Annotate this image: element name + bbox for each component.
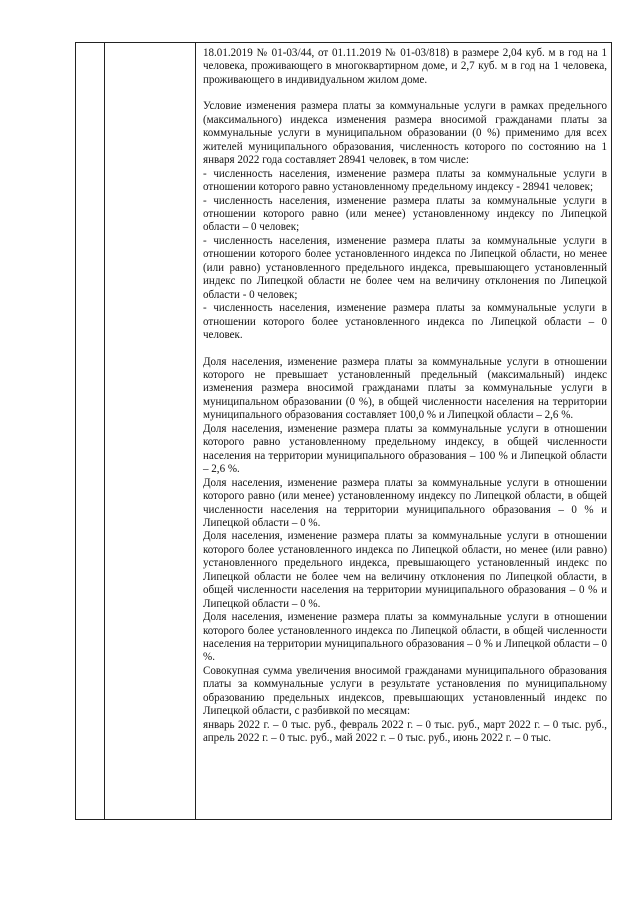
paragraph: Условие изменения размера платы за коммунальные услуги в рамках предельного (максимального) индекса изменения размера вносимой гражданами платы за коммунальные услуги в муниципальном образовании (0 %) применимо для всех жителей муниципального образования, численность которого по состоянию на 1 января 2022 года составляет 28941 человек, в том числе: <box>203 100 607 167</box>
content-text <box>196 43 611 746</box>
paragraph: Совокупная сумма увеличения вносимой гражданами муниципального образования платы за коммунальные услуги в результате установления по муниципальному образованию предельных индексов, превышающих установленный индекс по Липецкой области, с разбивкой по месяцам: <box>203 664 607 718</box>
document-table <box>75 42 612 820</box>
table-cell-content <box>196 43 612 820</box>
table-row <box>76 43 612 820</box>
paragraph: 18.01.2019 № 01-03/44, от 01.11.2019 № 01-03/818) в размере 2,04 куб. м в год на 1 человека, проживающего в многоквартирном доме, и 2,7 куб. м в год на 1 человека, проживающего в индивидуальном жилом доме. <box>203 47 607 86</box>
paragraph: - численность населения, изменение размера платы за коммунальные услуги в отношении которого равно (или менее) установленному индексу по Липецкой области – 0 человек; <box>203 194 607 234</box>
paragraph: - численность населения, изменение размера платы за коммунальные услуги в отношении которого более установленного индекса по Липецкой области, но менее (или равно) установленного предельного индекса, превышающего установленный индекс по Липецкой области не более чем на величину отклонения по Липецкой области - 0 человек; <box>203 234 607 301</box>
paragraph-gap <box>203 87 607 100</box>
table-cell-label <box>105 43 196 820</box>
paragraph-gap <box>203 343 607 356</box>
paragraph: Доля населения, изменение размера платы за коммунальные услуги в отношении которого более установленного индекса по Липецкой области, но менее (или равно) установленного предельного индекса, превышающего установленный индекс по Липецкой области не более чем на величину отклонения по Липецкой области, в общей численности населения на территории муниципального образования – 0 % и Липецкой области – 0 %. <box>203 530 607 610</box>
paragraph: Доля населения, изменение размера платы за коммунальные услуги в отношении которого более установленного индекса по Липецкой области, в общей численности населения на территории муниципального образования – 0 % и Липецкой области – 0 %. <box>203 611 607 664</box>
paragraph: - численность населения, изменение размера платы за коммунальные услуги в отношении которого более установленного индекса по Липецкой области – 0 человек. <box>203 302 607 342</box>
paragraph: - численность населения, изменение размера платы за коммунальные услуги в отношении которого равно установленному предельному индексу - 28941 человек; <box>203 167 607 194</box>
table-cell-number <box>76 43 105 820</box>
paragraph: январь 2022 г. – 0 тыс. руб., февраль 2022 г. – 0 тыс. руб., март 2022 г. – 0 тыс. руб., апрель 2022 г. – 0 тыс. руб., май 2022 г. – 0 тыс. руб., июнь 2022 г. – 0 тыс. <box>203 718 607 745</box>
paragraph: Доля населения, изменение размера платы за коммунальные услуги в отношении которого равно установленному предельному индексу, в общей численности населения на территории муниципального образования – 100 % и Липецкой области – 2,6 %. <box>203 422 607 476</box>
paragraph: Доля населения, изменение размера платы за коммунальные услуги в отношении которого равно (или менее) установленному индексу по Липецкой области, в общей численности населения на территории муниципального образования – 0 % и Липецкой области – 0 %. <box>203 476 607 529</box>
paragraph: Доля населения, изменение размера платы за коммунальные услуги в отношении которого не превышает установленный предельный (максимальный) индекс изменения размера вносимой гражданами платы за коммунальные услуги в муниципальном образовании (0 %), в общей численности населения на территории муниципального образования составляет 100,0 % и Липецкой области – 2,6 %. <box>203 355 607 422</box>
